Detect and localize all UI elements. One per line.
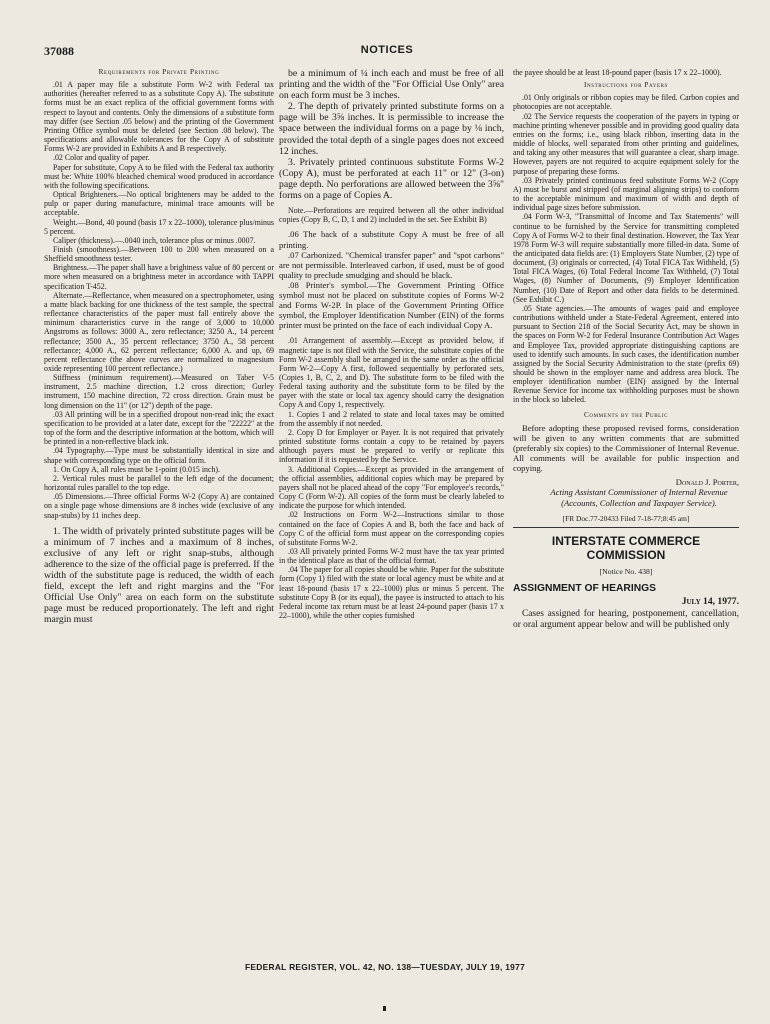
paragraph: Caliper (thickness).—.0040 inch, tolerance plus or minus .0007.: [53, 235, 256, 245]
paragraph: Paper for substitute, Copy A to be filed with the Federal tax authority must be: White 100% bleached chemical wood produced in accordance with the following specifications.: [44, 162, 274, 190]
paragraph-large: 1. The width of privately printed substitute pages will be a minimum of 7 inches and a maximum of 8 inches, exclusive of any left or right snap-stubs, although adherence to the size of the official page is preferred. If the width of the substitute page is reduced, the width of each field, except the left and right margins and the "For Official Use Only" area on each form on the substitute page must be reduced proportionately. The left and right margin must: [44, 525, 274, 626]
paragraph: 2. Copy D for Employer or Payer. It is not required that privately printed substitute forms contain a copy to be retained by payers although payers must be prepared to verify or replicate this information if it is requested by the Service.: [279, 427, 504, 465]
paragraph: 1. On Copy A, all rules must be 1-point (0.015 inch).: [53, 464, 221, 474]
paragraph: Optical Brighteners.—No optical brighteners may be added to the pulp or paper during manufacture, minimal trace amounts will be acceptable.: [44, 190, 274, 218]
column-right: [513, 68, 739, 960]
notice-date: July 14, 1977.: [681, 596, 739, 608]
column-left: [44, 68, 274, 960]
paragraph: Alternate.—Reflectance, when measured on a spectrophometer, using a matte black backing for one thickness of the test sample, the spectral reflectance characteristics of the paper must fall entirely above the minimum characteristics curve in the range of 3,000 to 10,000 Angstroms as follows: 3000 A., zero reflectance; 3250 A., 14 percent reflectance; 3500 A., 35 percent reflectance; 3750 A., 58 percent reflectance; 4,000 A., 62 percent reflectance; 6,000 A. and up, 69 percent reflectance (the above curves are normalized to magnesium oxide representing 100 percent reflectance.): [44, 290, 274, 373]
paragraph: the payee should be at least 18-pound paper (basis 17 x 22–1000).: [513, 68, 722, 77]
paragraph: .02 Instructions on Form W-2—Instructions similar to those contained on the face of Copies A and B, both the face and back of Copy C of the official form must appear on the corresponding copies of substitute Forms W-2.: [279, 510, 504, 547]
paragraph-medium: .07 Carbonized. "Chemical transfer paper" and "spot carbons" are not permissible. Interleaved carbon, if used, must be of good quality to preclude smudging and should be black.: [279, 249, 504, 280]
page-footer: FEDERAL REGISTER, VOL. 42, NO. 138—TUESDAY, JULY 19, 1977: [244, 962, 526, 972]
section-heading: Instructions for Payers: [584, 81, 668, 90]
paragraph: .03 All privately printed Forms W-2 must have the tax year printed in the identical place as that of the official format.: [279, 546, 504, 566]
paragraph: .05 State agencies.—The amounts of wages paid and employee contributions withheld under a State-Federal Agreement, entered into pursuant to Section 218 of the Social Security Act, may be shown in the spaces on Form W-2 for Federal Insurance Contribution Act Wages and Employee Tax, provided appropriate distinguishing captions are used to identify such amounts. In such cases, the identification number assigned by the Social Security Administration to the state (prefix 69) should be shown in the employer name and address area block. The employer identification number (EIN) assigned by the Internal Revenue Service for income tax withholding purposes must be shown in the block so labeled.: [513, 303, 739, 405]
paragraph-medium: Before adopting these proposed revised forms, consideration will be given to any written comments that are submitted (preferably six copies) to the Commissioner of Internal Revenue. All comments will be available for public inspection and copying.: [513, 422, 739, 474]
divider: [513, 527, 739, 528]
paragraph-medium: .08 Printer's symbol.—The Government Printing Office symbol must not be placed on substitute copies of Forms W-2 and Forms W-2P. In place of the Government Printing Office symbol, the Employer Identification Number (EIN) of the forms printer must be printed on the face of each individual Copy A.: [279, 279, 504, 331]
paragraph: .04 Form W-3, "Transmittal of Income and Tax Statements" will continue to be furnished by the Service for transmitting completed Copy A of Forms W-2 to their final destination. However, the Tax Year 1978 Form W-3 will require substantially more filled-in data. Some of the anticipated data fields are: (1) Employers State Number, (2) type of document, (3) originals or corrected, (4) Total FICA Tax Withheld, (5) Total FICA Wages, (6) Total Federal Income Tax Withheld, (7) Total Wages, (8) Number of Documents, (9) Employer Identification Number, (10) Date of Report and other data fields to be determined. (See Exhibit C.): [513, 212, 739, 304]
paragraph: Finish (smoothness).—Between 100 to 200 when measured on a Sheffield smoothness tester.: [44, 244, 274, 264]
paragraph: 3. Additional Copies.—Except as provided in the arrangement of the official assemblies, additional copies which may be prepared by payers shall not be placed ahead of the copy "For employee's records," Copy C (Form W-2). All copies of the form must be clearly labeled to indicate the purpose for which intended.: [279, 464, 504, 511]
paragraph: .04 Typography.—Type must be substantially identical in size and shape with corresponding type on the official form.: [44, 446, 274, 465]
paragraph: .04 The paper for all copies should be white. Paper for the substitute form (Copy 1) filed with the state or local agency must be white and at least 18-pound (basis 17 x 22–1000) plus or minus 5 percent. The substitute Copy B (or its equal), the payee is instructed to attach to his Federal income tax return must be at least 24-pound paper (basis 17 x 22–1000), while the other copies furnished: [279, 565, 504, 621]
paragraph: Brightness.—The paper shall have a brightness value of 80 percent or more when measured on a brightness meter in accordance with TAPPI specification T-452.: [44, 263, 274, 291]
paragraph: .01 A paper may file a substitute Form W-2 with Federal tax authorities (hereafter referred to as a substitute Copy A). The substitute forms must be an exact replica of the official government forms with respect to layout and contents. Only the dimensions of a substitute form may differ (see Section .05 below) and the printing of the Government Printing Office symbol must be deleted (see Section .08 below). The specifications and allowable tolerances for the Copy A of substitute Forms W-2 are provided in Exhibits A and B respectively.: [44, 80, 274, 154]
section-heading: Comments by the Public: [583, 410, 669, 419]
column-middle: [279, 68, 504, 960]
note-paragraph: Note.—Perforations are required between all the other individual copies (Copy B, C, D, 1 and 2) included in the set. See Exhibit B): [279, 206, 504, 225]
signer-name: Donald J. Porter,: [675, 477, 739, 488]
paragraph-large: 3. Privately printed continuous substitute Forms W-2 (Copy A), must be perforated at each 11" or 12" (3-on) page depth. No perforations are allowed between the 3⅝" forms on a page of Copies A.: [279, 156, 504, 202]
page-header: [44, 44, 730, 60]
assignment-heading: ASSIGNMENT OF HEARINGS: [513, 583, 657, 595]
page-title: NOTICES: [360, 44, 414, 56]
paragraph-medium: .06 The back of a substitute Copy A must be free of all printing.: [279, 229, 504, 250]
paragraph: .03 All printing will be in a specified dropout non-read ink; the exact specification to be provided at a later date, except for the "22222" at the top of the form and the descriptive information at the bottom, which will be printed in a non-reflective black ink.: [44, 409, 274, 447]
notice-number: [Notice No. 438]: [599, 567, 653, 577]
agency-heading: INTERSTATE COMMERCE COMMISSION: [551, 534, 701, 563]
paragraph: .02 Color and quality of paper.: [53, 153, 150, 163]
paragraph: Stiffness (minimum requirement).—Measured on Taber V-5 instrument, 2.5 machine direction, 1.2 cross direction; Gurley instrument, 150 machine direction, 72 cross direction. Grain must be long dimension on the 11" (or 12") depth of the page.: [44, 373, 274, 410]
page-number: 37088: [44, 44, 74, 58]
page-mark: [383, 1006, 386, 1011]
section-heading: Requirements for Private Printing: [98, 68, 220, 76]
paragraph: 2. Vertical rules must be parallel to the left edge of the document; horizontal rules parallel to the top edge.: [44, 473, 274, 493]
paragraph: .03 Privately printed continuous feed substitute Forms W-2 (Copy A) must be burst and stripped (of marginal aligning strips) to conform to the acceptable minimum and maximum of width and depth of individual page sizes before submission.: [513, 175, 739, 213]
paragraph-large: Cases assigned for hearing, postponement, cancellation, or oral argument appear below and will be published only: [513, 609, 739, 631]
paragraph-large: be a minimum of ¼ inch each and must be free of all printing and the width of the "For Official Use Only" area on each form must be 3 inches.: [279, 68, 504, 102]
fr-doc-line: [FR Doc.77-20433 Filed 7-18-77;8:45 am]: [562, 513, 690, 523]
paragraph-large: 2. The depth of privately printed substitute forms on a page will be 3⅝ inches. It is permissible to increase the space between the individual forms on a page by ⅛ inch, provided the total depth of a single pages does not exceed 12 inches.: [279, 101, 504, 157]
paragraph: Weight.—Bond, 40 pound (basis 17 x 22–1000), tolerance plus/minus 5 percent.: [44, 217, 274, 236]
paragraph: .02 The Service requests the cooperation of the payers in typing or machine printing whenever possible and in providing good quality data entries on the forms; i.e., using black ribbon, inserting data in the middle of blocks, well separated from other printing and guidelines, and taking any other measures that will guarantee a clear, sharp image. However, payers are not required to acquire equipment solely for the purpose of preparing these forms.: [513, 111, 739, 176]
signer-title: Acting Assistant Commissioner of Internal Revenue (Accounts, Collection and Taxpayer Service).: [550, 487, 728, 508]
paragraph: .01 Only originals or ribbon copies may be filed. Carbon copies and photocopies are not acceptable.: [513, 93, 739, 112]
paragraph: .05 Dimensions.—Three official Forms W-2 (Copy A) are contained on a single page whose dimensions are 8 inches wide (exclusive of any snap-stubs) by 11 inches deep.: [44, 492, 274, 520]
paragraph: .01 Arrangement of assembly.—Except as provided below, if magnetic tape is not filed with the Service, the substitute copies of the Form W-2 assembly shall be arranged in the same order as the official Form W-2—Copy A first, followed sequentially by perforated sets, (Copies 1, B, C, 2, and D). The substitute form to be filed with the Federal taxing authority and the substitute form to be filed by the payer with the state or local tax agency should carry the designation Copy A and Copy 1, respectively.: [279, 336, 504, 410]
paragraph: 1. Copies 1 and 2 related to state and local taxes may be omitted from the assembly if not needed.: [279, 409, 504, 428]
